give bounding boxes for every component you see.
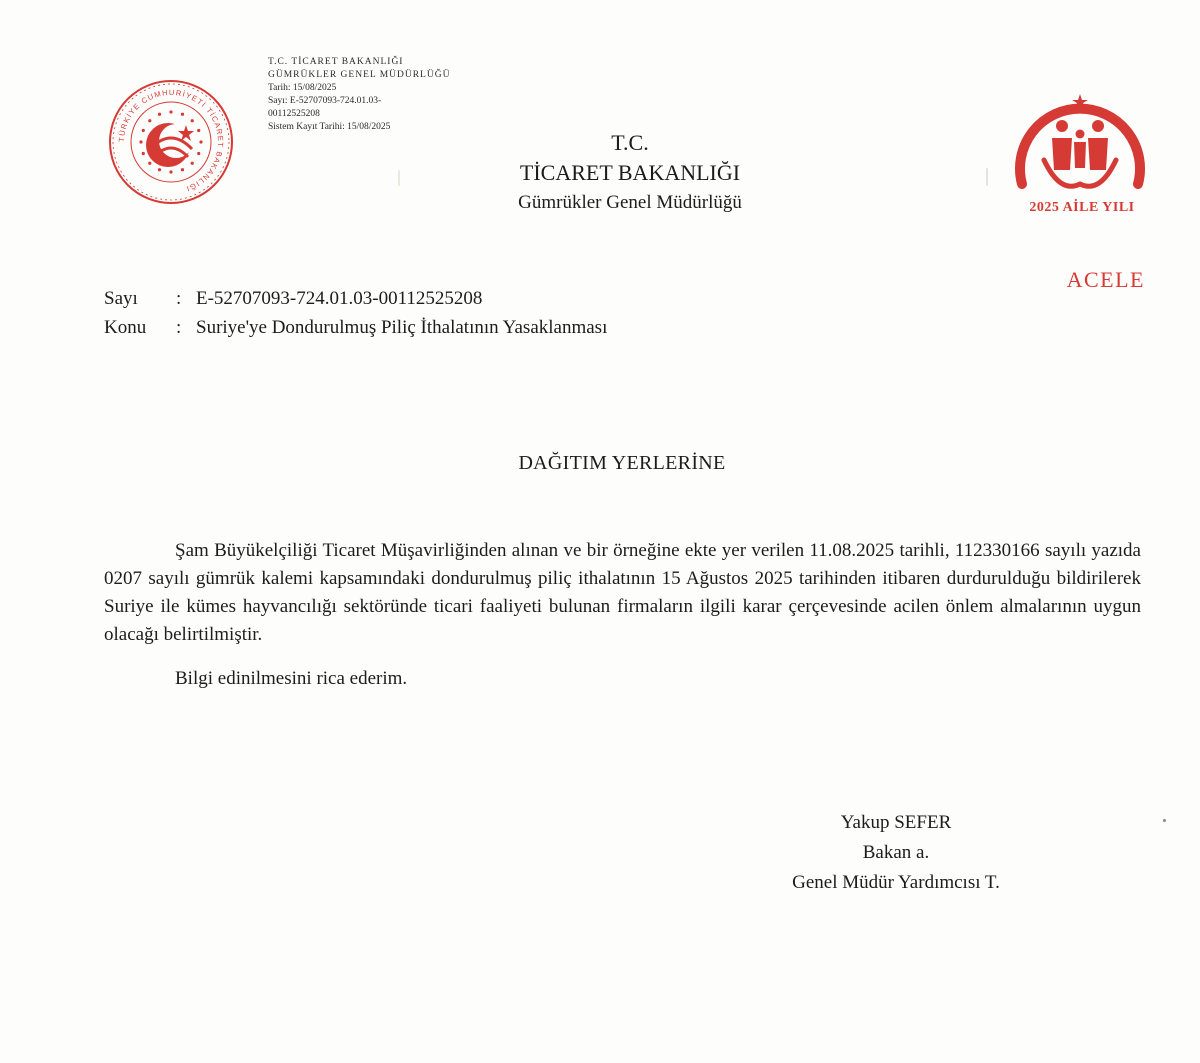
body-paragraph: Şam Büyükelçiliği Ticaret Müşavirliğinden alınan ve bir örneğine ekte yer verilen 11.08.2025 tarihli, 112330166 sayılı yazıda 0207 sayılı gümrük kalemi kapsamındaki dondurulmuş piliç ithalatının 15 Ağustos 2025 tarihinden itibaren durdurulduğu bildirilerek Suriye ile kümes hayvancılığı sektöründe ticari faaliyeti bulunan firmaların ilgili karar çerçevesinde acilen önlem almalarının uygun olacağı belirtilmiştir.: [104, 540, 1141, 645]
number-row: [104, 284, 616, 313]
seal-star-dot: [148, 162, 151, 165]
scan-mark: [398, 170, 400, 186]
seal-star-dot: [142, 129, 145, 132]
seal-star-dot: [169, 110, 172, 113]
seal-star-dot: [197, 129, 200, 132]
registry-org-line: T.C. TİCARET BAKANLIĞI: [268, 57, 404, 67]
letter-meta: [104, 284, 616, 342]
number-value: E-52707093-724.01.03-00112525208: [196, 288, 483, 309]
registry-stamp: [268, 56, 450, 134]
letterhead: [380, 128, 880, 218]
seal-star-dot: [142, 152, 145, 155]
registry-system-date: Sistem Kayıt Tarihi: 15/08/2025: [268, 122, 391, 132]
subject-separator: :: [176, 317, 182, 338]
seal-star-dot: [158, 168, 161, 171]
seal-star-dot: [191, 119, 194, 122]
subject-row: [104, 313, 616, 342]
seal-star-dot: [191, 162, 194, 165]
letterhead-ministry: TİCARET BAKANLIĞI: [519, 160, 741, 185]
seal-star-dot: [158, 113, 161, 116]
registry-number-cont: 00112525208: [268, 109, 320, 119]
number-separator: :: [176, 288, 182, 309]
seal-star-dot: [199, 140, 202, 143]
scan-mark: [986, 168, 988, 186]
seal-star-dot: [181, 168, 184, 171]
subject-value: Suriye'ye Dondurulmuş Piliç İthalatının Yasaklanması: [196, 317, 608, 338]
ministry-seal-ring-text: TÜRKİYE CUMHURİYETİ TİCARET BAKANLIĞI: [116, 87, 226, 194]
signatory-name: Yakup SEFER: [840, 812, 952, 833]
signatory-title: Genel Müdür Yardımcısı T.: [792, 872, 1000, 893]
seal-star-dot: [181, 113, 184, 116]
letterhead-country: T.C.: [611, 130, 649, 155]
family-year-caption: 2025 AİLE YILI: [1029, 200, 1135, 215]
subject-label: Konu: [104, 317, 147, 338]
registry-date: Tarih: 15/08/2025: [268, 83, 337, 93]
seal-star-dot: [197, 152, 200, 155]
registry-number: Sayı: E-52707093-724.01.03-: [268, 96, 382, 106]
addressee-heading: DAĞITIM YERLERİNE: [518, 452, 726, 474]
signature-block: [736, 808, 1056, 898]
letterhead-directorate: Gümrükler Genel Müdürlüğü: [518, 192, 742, 213]
number-label: Sayı: [104, 288, 138, 309]
registry-dept-line: GÜMRÜKLER GENEL MÜDÜRLÜĞÜ: [268, 70, 451, 80]
seal-star-dot: [169, 170, 172, 173]
signatory-on-behalf: Bakan a.: [862, 842, 930, 863]
scan-speck: [1163, 819, 1166, 822]
closing-paragraph: Bilgi edinilmesini rica ederim.: [175, 668, 408, 689]
letter-body: [104, 537, 1141, 693]
urgent-mark: ACELE: [1066, 267, 1145, 292]
seal-star-dot: [148, 119, 151, 122]
ministry-seal-icon: [108, 79, 234, 205]
seal-star-dot: [139, 140, 142, 143]
